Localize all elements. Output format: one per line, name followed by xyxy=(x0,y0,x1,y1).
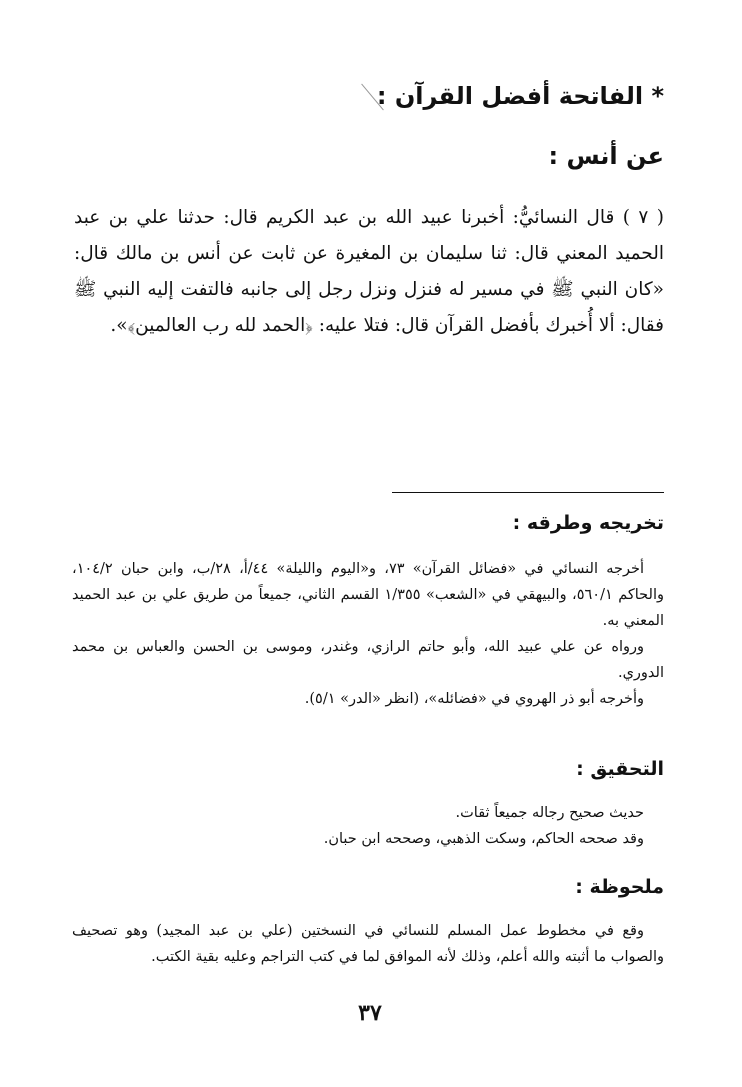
tahqiq-line: وقد صححه الحاكم، وسكت الذهبي، وصححه ابن حبان. xyxy=(323,831,644,847)
note-line: وقع في مخطوط عمل المسلم للنسائي في النسختين (علي بن عبد المجيد) وهو تصحيف والصواب ما أثبته والله أعلم، وذلك لأنه الموافق لما في كتب التراجم وعليه بقية الكتب. xyxy=(72,923,664,965)
chapter-title xyxy=(377,82,664,110)
page-number: ٣٧ xyxy=(358,1000,382,1026)
takhrij-line: ورواه عن علي عبيد الله، وأبو حاتم الرازي، وغندر، وموسى بن الحسن والعباس بن محمد الدوري. xyxy=(72,639,664,681)
chapter-title-text: الفاتحة أفضل القرآن : xyxy=(376,82,644,110)
takhrij-line: وأخرجه أبو ذر الهروي في «فضائله»، (انظر «الدر» ٥/١). xyxy=(304,691,644,707)
title-bullet: * xyxy=(651,82,664,110)
takhrij-heading: تخريجه وطرقه : xyxy=(512,512,664,534)
tahqiq-heading: التحقيق : xyxy=(576,758,664,780)
footnote-divider xyxy=(392,492,664,493)
hadith-text: ( ٧ ) قال النسائيُّ: أخبرنا عبيد الله بن عبد الكريم قال: حدثنا علي بن عبد الحميد المعني قال: ثنا سليمان بن المغيرة عن ثابت عن أنس بن مالك قال: «كان النبي ﷺ في مسير له فنزل ونزل رجل إلى جانبه فالتفت إليه النبي ﷺ فقال: ألا أُخبرك بأفضل القرآن قال: فتلا عليه: ﴿الحمد لله رب العالمين﴾». xyxy=(74,207,664,336)
tahqiq-body xyxy=(72,800,664,852)
narrator-heading: عن أنس : xyxy=(548,142,664,170)
note-body xyxy=(72,918,664,970)
tahqiq-line: حديث صحيح رجاله جميعاً ثقات. xyxy=(455,805,644,821)
takhrij-line: أخرجه النسائي في «فضائل القرآن» ٧٣، و«اليوم والليلة» ٤٤/أ، ٢٨/ب، وابن حبان ١٠٤/٢، والحاكم ٥٦٠/١، والبيهقي في «الشعب» ١/٣٥٥ القسم الثاني، جميعاً من طريق علي بن عبد الحميد المعني به. xyxy=(72,561,664,629)
takhrij-body xyxy=(72,556,664,712)
note-heading: ملحوظة : xyxy=(575,876,664,898)
